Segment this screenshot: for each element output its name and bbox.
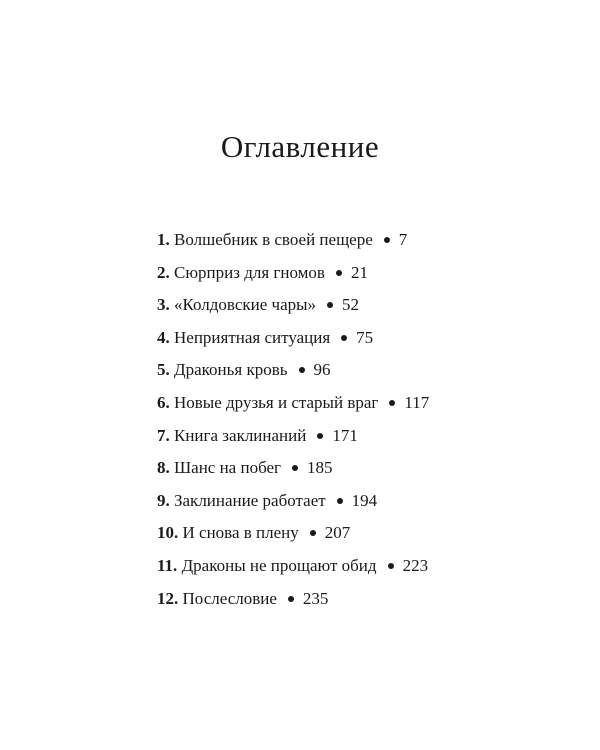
bullet-separator (341, 335, 347, 341)
toc-entry (157, 490, 429, 523)
chapter-page-number: 21 (350, 262, 368, 282)
chapter-page-number: 207 (324, 523, 351, 543)
bullet-separator (292, 465, 298, 471)
toc-entry (157, 359, 429, 392)
chapter-number: 1. (157, 230, 170, 249)
chapter-title: Неприятная ситуация (174, 327, 331, 347)
chapter-title: Сюрприз для гномов (174, 262, 325, 282)
page-title: Оглавление (220, 129, 380, 164)
toc-entry (157, 229, 429, 262)
chapter-number: 8. (157, 458, 170, 478)
chapter-number: 6. (157, 392, 170, 412)
bullet-separator (299, 367, 305, 373)
toc-entry (157, 327, 429, 360)
chapter-page-number: 171 (332, 425, 358, 445)
chapter-number: 11. (157, 555, 178, 575)
chapter-page-number: 223 (402, 555, 429, 575)
chapter-number: 5. (157, 360, 170, 380)
chapter-page-number: 96 (313, 360, 331, 380)
chapter-page-number: 185 (307, 458, 333, 478)
chapter-title: Шанс на побег (174, 458, 282, 478)
toc-entry (157, 588, 429, 621)
chapter-title: Новые друзья и старый враг (174, 392, 379, 412)
chapter-title: Послесловие (182, 588, 277, 608)
toc-entry (157, 522, 429, 555)
toc-entry (157, 555, 429, 588)
toc-entry (157, 294, 429, 327)
chapter-title: Заклинание работает (174, 490, 326, 510)
bullet-separator (317, 433, 323, 439)
chapter-page-number: 7 (398, 230, 408, 249)
chapter-number: 2. (157, 262, 170, 282)
chapter-title: Книга заклинаний (174, 425, 307, 445)
chapter-page-number: 194 (351, 490, 378, 510)
chapter-title: Драконья кровь (174, 360, 288, 380)
chapter-number: 10. (157, 523, 179, 543)
toc-entry (157, 457, 429, 490)
chapter-number: 12. (157, 588, 179, 608)
chapter-title: И снова в плену (182, 523, 299, 543)
chapter-page-number: 75 (356, 327, 374, 347)
toc-entry (157, 392, 429, 425)
bullet-separator (388, 563, 394, 569)
bullet-separator (310, 530, 316, 536)
bullet-separator (327, 302, 333, 308)
toc-entry (157, 262, 429, 295)
chapter-title: Волшебник в своей пещере (174, 230, 373, 249)
toc-entry (157, 425, 429, 458)
chapter-number: 9. (157, 490, 170, 510)
chapter-number: 4. (157, 327, 170, 347)
bullet-separator (384, 237, 390, 243)
chapter-number: 7. (157, 425, 170, 445)
table-of-contents (157, 229, 429, 620)
chapter-page-number: 52 (342, 295, 360, 315)
chapter-title: Драконы не прощают обид (181, 555, 377, 575)
chapter-number: 3. (157, 295, 170, 315)
chapter-page-number: 235 (302, 588, 329, 608)
bullet-separator (336, 270, 342, 276)
bullet-separator (288, 596, 294, 602)
bullet-separator (337, 498, 343, 504)
chapter-page-number: 117 (404, 392, 430, 412)
bullet-separator (389, 400, 395, 406)
chapter-title: «Колдовские чары» (174, 295, 317, 315)
